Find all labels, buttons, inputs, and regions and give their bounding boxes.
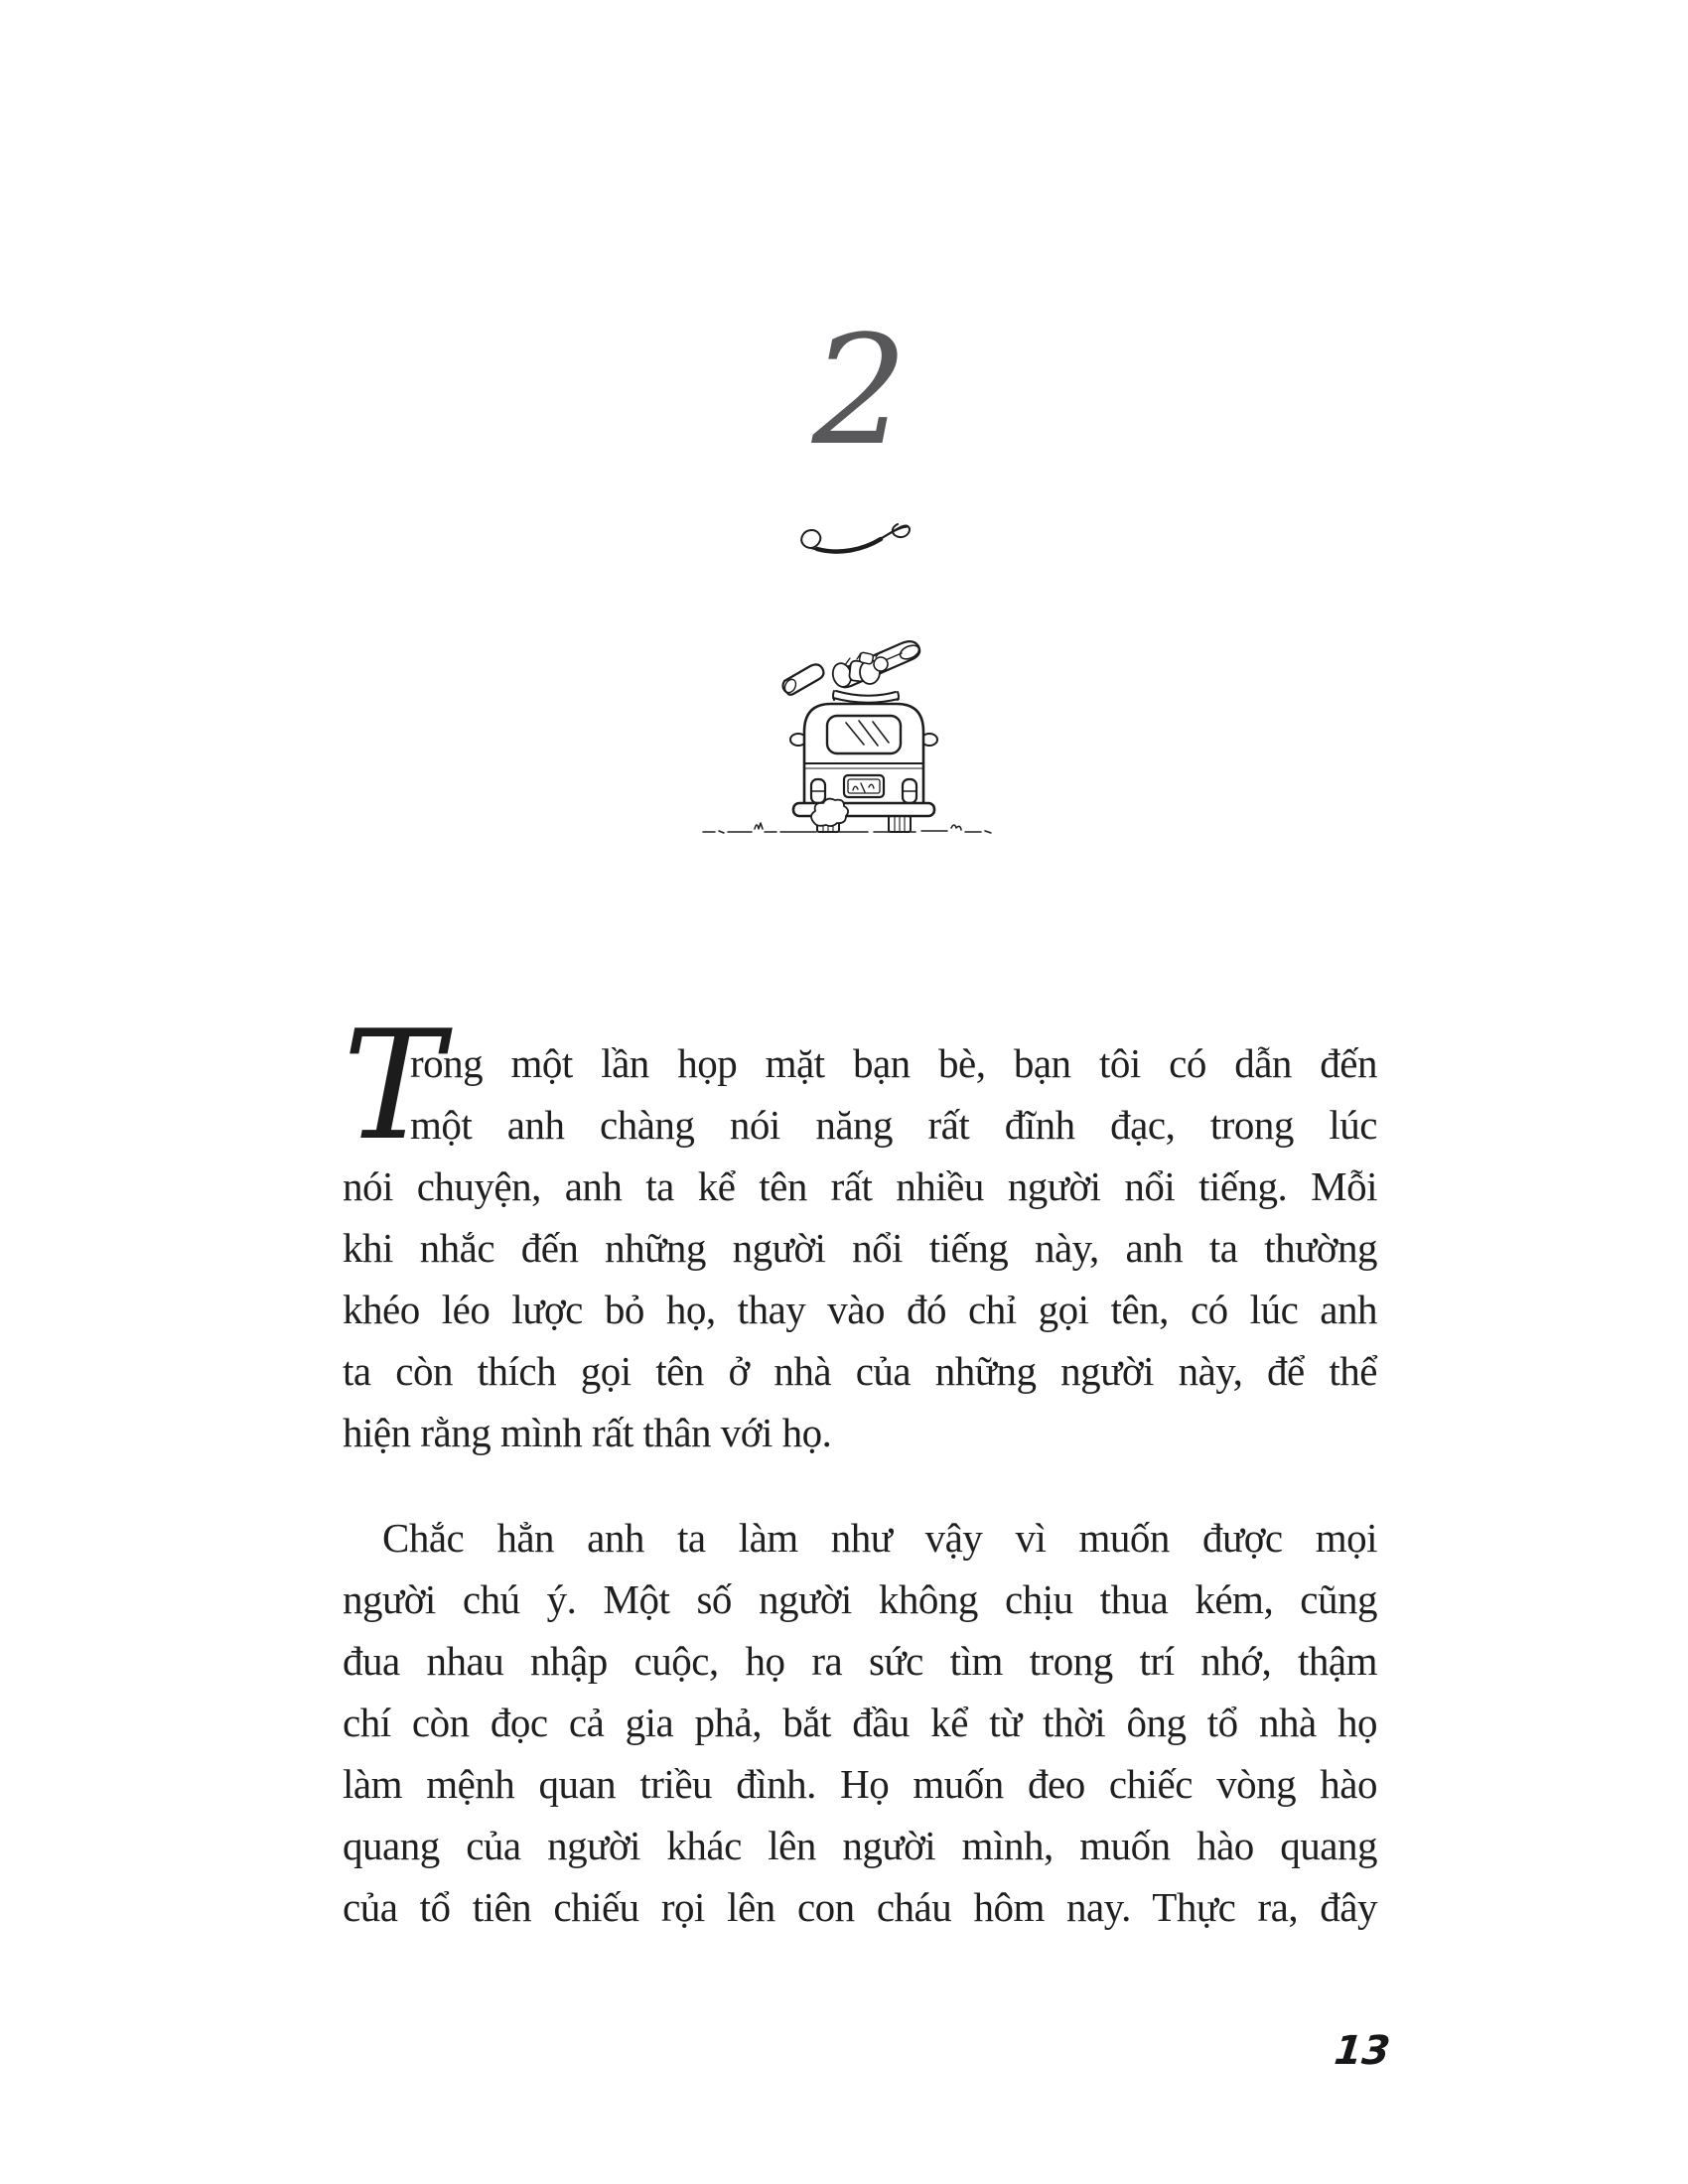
text-line: đua nhau nhập cuộc, họ ra sức tìm trong trí nhớ, thậm [343, 1638, 1377, 1684]
swash-divider-icon [795, 508, 924, 564]
text-line: chí còn đọc cả gia phả, bắt đầu kể từ thời ông tổ nhà họ [343, 1700, 1377, 1745]
drop-cap: T [343, 998, 443, 1173]
text-line: Chắc hẳn anh ta làm như vậy vì muốn được mọi [382, 1515, 1377, 1561]
chapter-number: 2 [811, 303, 909, 478]
text-line: người chú ý. Một số người không chịu thua kém, cũng [343, 1576, 1377, 1622]
text-line: hiện rằng mình rất thân với họ. [343, 1410, 832, 1455]
text-line: khéo léo lược bỏ họ, thay vào đó chỉ gọi tên, có lúc anh [343, 1287, 1377, 1332]
text-line: làm mệnh quan triều đình. Họ muốn đeo chiếc vòng hào [343, 1761, 1377, 1807]
camper-van-rear-icon [695, 635, 1003, 849]
camper-van-illustration [695, 635, 1003, 849]
paragraph [343, 1507, 1377, 1938]
text-line: quang của người khác lên người mình, muốn hào quang [343, 1823, 1377, 1868]
text-line: khi nhắc đến những người nổi tiếng này, anh ta thường [343, 1225, 1377, 1271]
text-line: rong một lần họp mặt bạn bè, bạn tôi có dẫn đến [410, 1040, 1377, 1086]
body-text [343, 998, 1377, 1938]
paragraph [343, 998, 1377, 1463]
page-number: 13 [1332, 2028, 1393, 2074]
text-line: của tổ tiên chiếu rọi lên con cháu hôm nay. Thực ra, đây [343, 1884, 1377, 1930]
chapter-divider [343, 508, 1377, 564]
text-line: một anh chàng nói năng rất đĩnh đạc, trong lúc [410, 1102, 1377, 1148]
text-line: ta còn thích gọi tên ở nhà của những người này, để thể [343, 1348, 1377, 1394]
text-line: nói chuyện, anh ta kể tên rất nhiều người nổi tiếng. Mỗi [343, 1163, 1377, 1209]
